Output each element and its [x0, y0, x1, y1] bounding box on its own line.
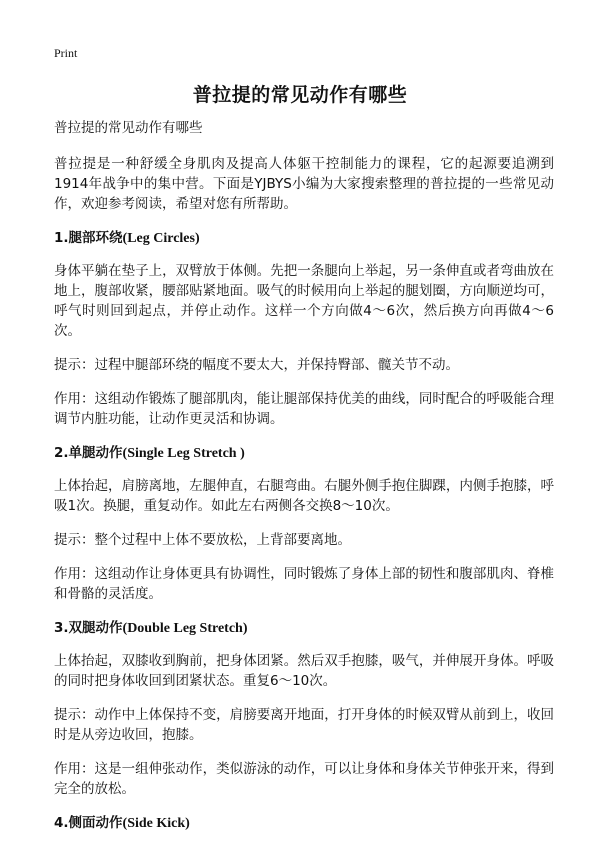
section-tip: 提示：整个过程中上体不要放松，上背部要离地。 — [54, 532, 351, 548]
section-heading-en: (Double Leg Stretch) — [122, 621, 248, 636]
section-effect: 作用：这是一组伸张动作，类似游泳的动作，可以让身体和身体关节伸张开来，得到完全的放松。 — [54, 761, 554, 797]
document-body — [54, 118, 554, 846]
section-paragraph: 上体抬起，双膝收到胸前，把身体团紧。然后双手抱膝，吸气，并伸展开身体。呼吸的同时把身体收回到团紧状态。重复6～10次。 — [54, 653, 554, 689]
section-heading-cn: 3.双腿动作 — [54, 620, 123, 636]
section-effect: 作用：这组动作让身体更具有协调性，同时锻炼了身体上部的韧性和腹部肌肉、脊椎和骨骼的灵活度。 — [54, 566, 554, 602]
section-tip: 提示：过程中腿部环绕的幅度不要太大，并保持臀部、髋关节不动。 — [54, 357, 459, 373]
section-heading-single-leg-stretch — [54, 443, 554, 464]
document-subtitle: 普拉提的常见动作有哪些 — [54, 120, 203, 136]
section-heading-cn: 4.侧面动作 — [54, 815, 123, 831]
section-heading-cn: 2.单腿动作 — [54, 445, 123, 461]
section-heading-leg-circles — [54, 228, 554, 249]
section-heading-double-leg-stretch — [54, 618, 554, 639]
print-link[interactable]: Print — [54, 46, 78, 60]
section-heading-en: (Single Leg Stretch ) — [122, 446, 245, 461]
section-heading-en: (Leg Circles) — [122, 231, 200, 246]
section-paragraph: 身体平躺在垫子上，双臂放于体侧。先把一条腿向上举起，另一条伸直或者弯曲放在地上，腹部收紧，腰部贴紧地面。吸气的时候用向上举起的腿划圈，方向顺逆均可，呼气时则回到起点，并停止动作。这样一个方向做4～6次，然后换方向再做4～6次。 — [54, 263, 554, 339]
intro-paragraph: 普拉提是一种舒缓全身肌肉及提高人体躯干控制能力的课程，它的起源要追溯到1914年战争中的集中营。下面是YJBYS小编为大家搜索整理的普拉提的一些常见动作，欢迎参考阅读，希望对您有所帮助。 — [54, 156, 554, 212]
section-tip: 提示：动作中上体保持不变，肩膀要离开地面，打开身体的时候双臂从前到上，收回时是从旁边收回，抱膝。 — [54, 707, 554, 743]
section-effect: 作用：这组动作锻炼了腿部肌肉，能让腿部保持优美的曲线，同时配合的呼吸能合理调节内脏功能，让动作更灵活和协调。 — [54, 391, 554, 427]
section-heading-cn: 1.腿部环绕 — [54, 230, 123, 246]
section-paragraph: 上体抬起，肩膀离地，左腿伸直，右腿弯曲。右腿外侧手抱住脚踝，内侧手抱膝，呼吸1次。换腿，重复动作。如此左右两侧各交换8～10次。 — [54, 478, 554, 514]
page-title: 普拉提的常见动作有哪些 — [192, 84, 408, 106]
section-heading-side-kick — [54, 813, 554, 834]
section-heading-en: (Side Kick) — [122, 816, 190, 831]
